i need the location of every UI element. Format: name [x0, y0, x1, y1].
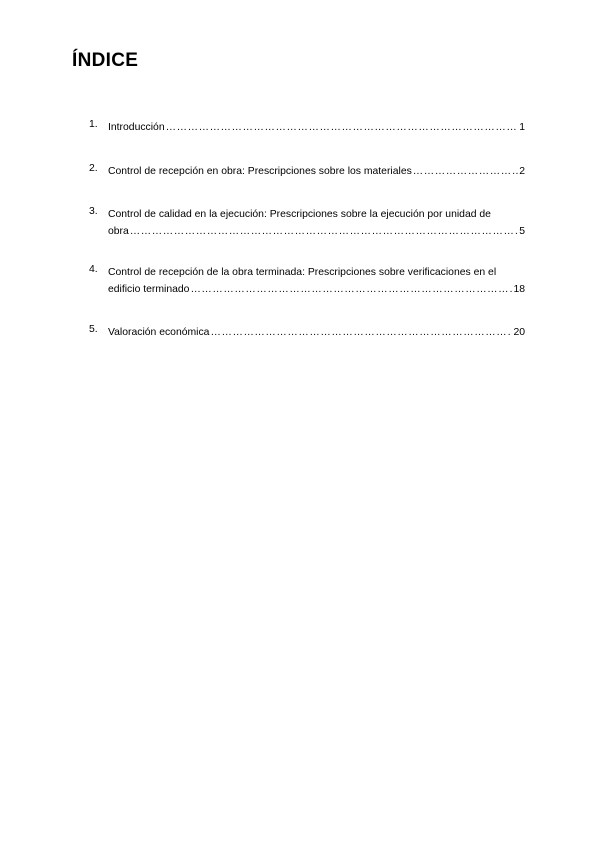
- toc-entry-title-continuation: obra: [108, 226, 129, 237]
- toc-leader-dots: [413, 163, 518, 180]
- toc-entry-number: 1.: [89, 119, 98, 130]
- page-title: ÍNDICE: [72, 50, 139, 71]
- toc-page-number: 1: [519, 122, 525, 133]
- toc-entry-title: Control de recepción de la obra terminada: Prescripciones sobre verificaciones en el: [108, 267, 497, 278]
- toc-leader-dots: [166, 119, 519, 136]
- toc-entry-title: Introducción: [108, 122, 165, 133]
- toc-page-number: 20: [513, 327, 525, 338]
- toc-entry-title-continuation: edificio terminado: [108, 284, 190, 295]
- toc-entry-number: 2.: [89, 163, 98, 174]
- toc-page-number: 2: [519, 166, 525, 177]
- toc-entry-number: 5.: [89, 324, 98, 335]
- toc-entry-title: Control de calidad en la ejecución: Prescripciones sobre la ejecución por unidad de: [108, 209, 491, 220]
- toc-entry-title: Control de recepción en obra: Prescripciones sobre los materiales: [108, 166, 412, 177]
- toc-entry-number: 4.: [89, 264, 98, 275]
- toc-leader-dots: [190, 281, 512, 298]
- toc-entry-number: 3.: [89, 206, 98, 217]
- toc-page-number: 5: [519, 226, 525, 237]
- toc-entry-title: Valoración económica: [108, 327, 210, 338]
- toc-leader-dots: [210, 324, 512, 341]
- toc-page-number: 18: [513, 284, 525, 295]
- toc-leader-dots: [130, 223, 518, 240]
